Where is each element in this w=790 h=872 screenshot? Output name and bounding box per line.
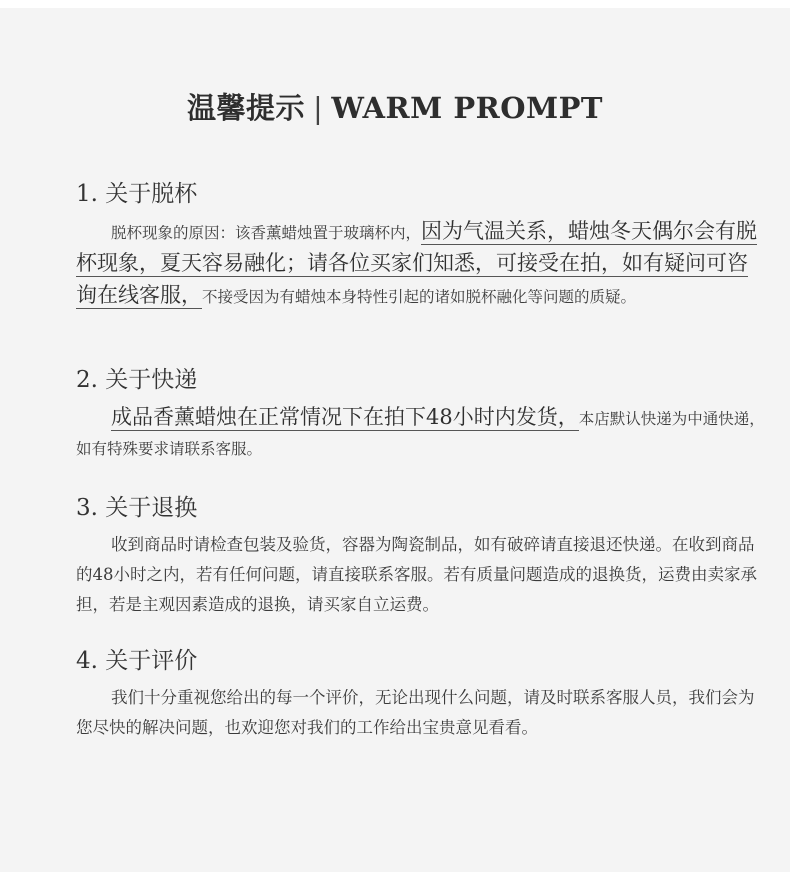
body-highlight: 因为气温关系，蜡烛冬天偶尔会有脱杯现象，夏天容易融化；请各位买家们知悉，可接受在拍，如有疑问可咨询在线客服， (76, 219, 758, 307)
section-body (76, 216, 766, 312)
section-heading: 2. 关于快递 (76, 367, 198, 393)
section-body (76, 530, 766, 620)
section-cup-detach (76, 176, 766, 312)
section-heading: 4. 关于评价 (76, 648, 198, 674)
title-en: WARM PROMPT (331, 91, 603, 125)
body-text: 我们十分重视您给出的每一个评价，无论出现什么问题，请及时联系客服人员，我们会为您尽快的解决问题，也欢迎您对我们的工作给出宝贵意见看看。 (76, 688, 755, 737)
section-reviews (76, 643, 766, 743)
section-returns (76, 490, 766, 620)
body-tail: 不接受因为有蜡烛本身特性引起的诸如脱杯融化等问题的质疑。 (202, 288, 637, 306)
section-delivery (76, 362, 766, 464)
body-tail: 本店默认快递为中通快递，如有特殊要求请联系客服。 (76, 410, 765, 458)
body-text: 收到商品时请检查包装及验货，容器为陶瓷制品，如有破碎请直接退还快递。在收到商品的48小时之内，若有任何问题，请直接联系客服。若有质量问题造成的退换货，运费由卖家承担，若是主观因素造成的退换，请买家自立运费。 (76, 535, 757, 614)
title-cn: 温馨提示 (187, 91, 306, 125)
page-title (0, 86, 790, 127)
title-separator: | (313, 91, 324, 125)
section-heading: 3. 关于退换 (76, 495, 198, 521)
section-heading: 1. 关于脱杯 (76, 181, 198, 207)
body-lead: 脱杯现象的原因：该香薰蜡烛置于玻璃杯内， (111, 224, 422, 242)
body-highlight: 成品香薰蜡烛在正常情况下在拍下48小时内发货， (111, 405, 579, 429)
section-body (76, 683, 766, 743)
section-body (76, 402, 766, 464)
